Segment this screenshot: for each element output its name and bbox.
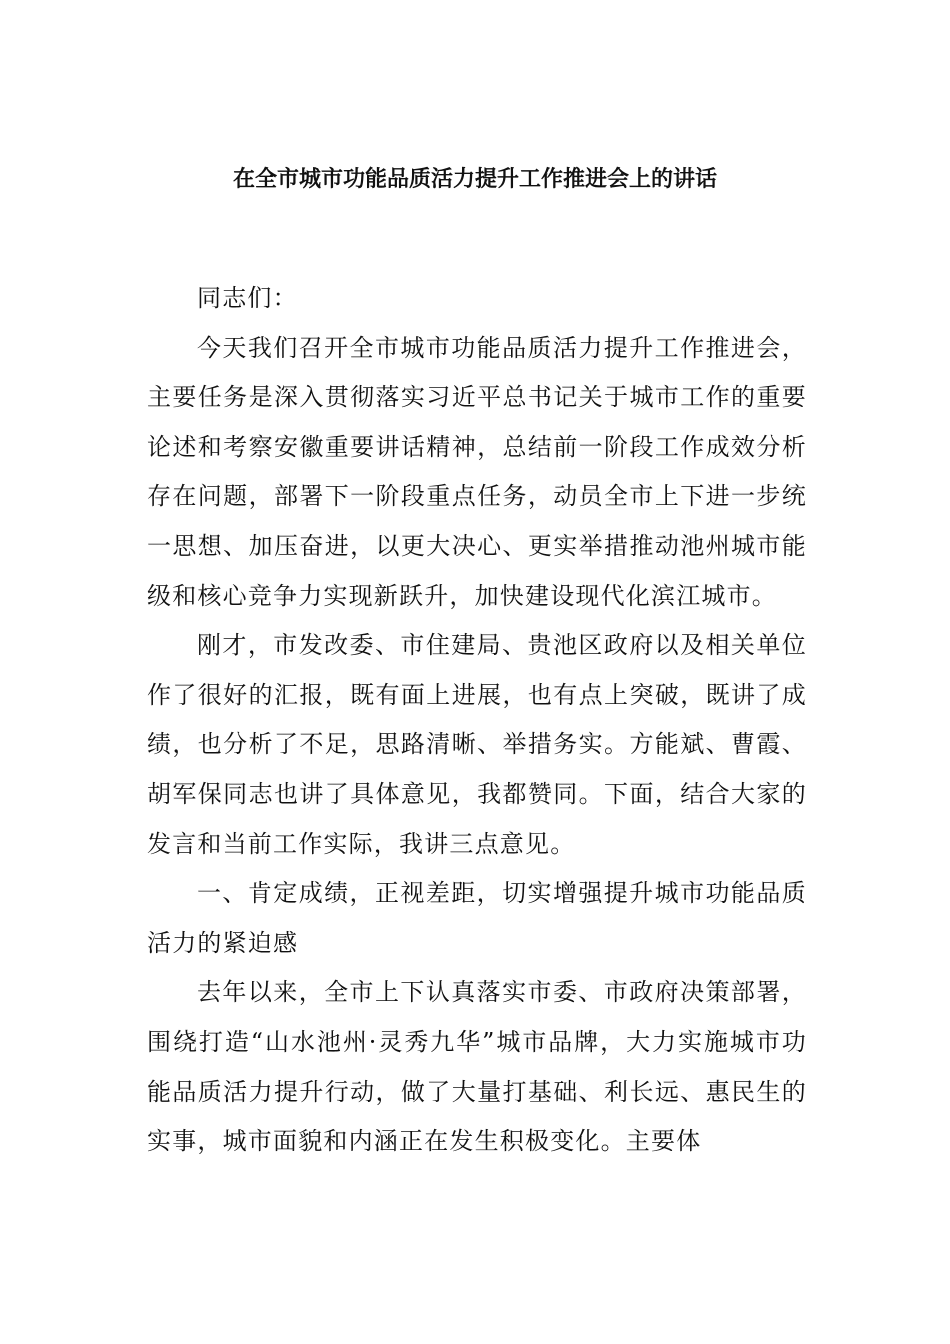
section-heading: 一、肯定成绩，正视差距，切实增强提升城市功能品质活力的紧迫感 [147, 879, 807, 957]
salutation: 同志们： [197, 284, 298, 312]
document-title: 在全市城市功能品质活力提升工作推进会上的讲话 [232, 167, 717, 192]
document-body [147, 274, 807, 1167]
paragraph-reports: 刚才，市发改委、市住建局、贵池区政府以及相关单位作了很好的汇报，既有面上进展，也有点上突破，既讲了成绩，也分析了不足，思路清晰、举措务实。方能斌、曹霞、胡军保同志也讲了具体意见，我都赞同。下面，结合大家的发言和当前工作实际，我讲三点意见。 [147, 631, 807, 858]
paragraph-intro: 今天我们召开全市城市功能品质活力提升工作推进会，主要任务是深入贯彻落实习近平总书记关于城市工作的重要论述和考察安徽重要讲话精神，总结前一阶段工作成效分析存在问题，部署下一阶段重点任务，动员全市上下进一步统一思想、加压奋进，以更大决心、更实举措推动池州城市能级和核心竞争力实现新跃升，加快建设现代化滨江城市。 [147, 333, 807, 610]
section-paragraph: 去年以来，全市上下认真落实市委、市政府决策部署，围绕打造“山水池州·灵秀九华”城市品牌，大力实施城市功能品质活力提升行动，做了大量打基础、利长远、惠民生的实事，城市面貌和内涵正在发生积极变化。主要体 [147, 978, 807, 1156]
